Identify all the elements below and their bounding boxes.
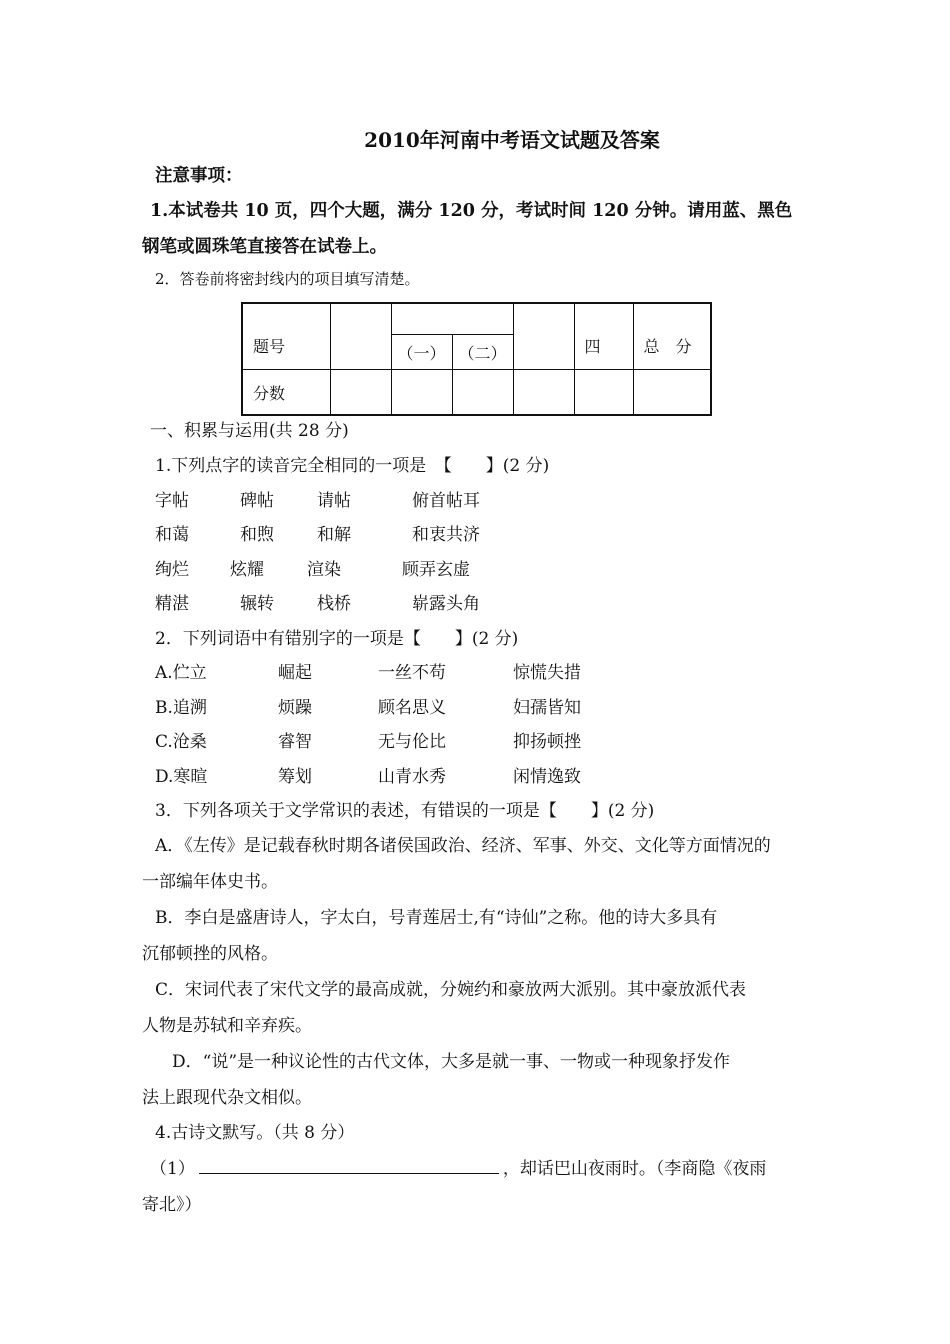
col-one-header — [330, 303, 391, 370]
q1-word: 和蔼 — [155, 525, 189, 545]
score-cell[interactable] — [391, 370, 452, 416]
row-label-score: 分数 — [242, 370, 330, 416]
q4-part1 — [150, 1154, 766, 1179]
notice-item2: 2．答卷前将密封线内的项目填写清楚。 — [155, 270, 420, 288]
q2-word: 崛起 — [278, 663, 312, 683]
q2-word: 一丝不苟 — [378, 663, 446, 683]
q1-word: 和衷共济 — [412, 525, 480, 545]
q1-word: 辗转 — [240, 594, 274, 614]
q1-word: 碑帖 — [240, 491, 274, 511]
q3-option-c-line1: C．宋词代表了宋代文学的最高成就，分婉约和豪放两大派别。其中豪放派代表 — [155, 980, 747, 1000]
q3-option-a-line1: A．《左传》是记载春秋时期各诸侯国政治、经济、军事、外交、文化等方面情况的 — [155, 836, 771, 856]
q3-option-c-line2: 人物是苏轼和辛弃疾。 — [142, 1016, 312, 1036]
q2-word: 妇孺皆知 — [513, 698, 581, 718]
score-table — [241, 302, 712, 416]
q1-word: 请帖 — [317, 491, 351, 511]
score-cell[interactable] — [452, 370, 513, 416]
q2-word: 烦躁 — [278, 698, 312, 718]
score-cell[interactable] — [633, 370, 711, 416]
score-cell[interactable] — [330, 370, 391, 416]
answer-blank[interactable] — [199, 1156, 499, 1174]
notice-item1-line1: 1.本试卷共 10 页，四个大题，满分 120 分，考试时间 120 分钟。请用蓝、黑色 — [150, 201, 793, 221]
col-four-header: 四 — [574, 303, 633, 370]
q1-word: 精湛 — [155, 594, 189, 614]
q3-stem: 3．下列各项关于文学常识的表述，有错误的一项是【 】(2 分) — [155, 801, 655, 821]
q2-stem: 2．下列词语中有错别字的一项是【 】(2 分) — [155, 629, 519, 649]
q2-word: 筹划 — [278, 767, 312, 787]
q1-stem: 1.下列点字的读音完全相同的一项是 【 】(2 分) — [155, 456, 550, 476]
q3-option-a-line2: 一部编年体史书。 — [142, 872, 278, 892]
q2-word: 闲情逸致 — [513, 767, 581, 787]
q2-word: 顾名思义 — [378, 698, 446, 718]
q4-stem: 4.古诗文默写。（共 8 分） — [155, 1123, 355, 1143]
q2-word: B.追溯 — [155, 698, 207, 718]
score-cell[interactable] — [513, 370, 574, 416]
sub-col-two: （二） — [452, 335, 513, 370]
q1-word: 顾弄玄虚 — [402, 560, 470, 580]
section1-heading: 一、积累与运用(共 28 分) — [150, 421, 349, 441]
q4-part1-line2: 寄北》） — [142, 1195, 202, 1215]
row-label-question-number: 题号 — [242, 303, 330, 370]
q2-word: C.沧桑 — [155, 732, 207, 752]
q3-option-d-line1: D．“说”是一种议论性的古代文体，大多是就一事、一物或一种现象抒发作 — [172, 1052, 731, 1072]
q1-word: 渲染 — [307, 560, 341, 580]
q1-word: 栈桥 — [317, 594, 351, 614]
q1-word: 和煦 — [240, 525, 274, 545]
q2-word: A.伫立 — [155, 663, 207, 683]
sub-col-one: （一） — [391, 335, 452, 370]
q4-part1-prefix: （1） — [150, 1159, 195, 1179]
q2-word: 山青水秀 — [378, 767, 446, 787]
q1-word: 俯首帖耳 — [412, 491, 480, 511]
notice-item1-line2: 钢笔或圆珠笔直接答在试卷上。 — [142, 237, 387, 257]
q2-word: 睿智 — [278, 732, 312, 752]
q2-word: 无与伦比 — [378, 732, 446, 752]
q2-word: 惊慌失措 — [513, 663, 581, 683]
q2-word: D.寒暄 — [155, 767, 208, 787]
q2-word: 抑扬顿挫 — [513, 732, 581, 752]
page-title: 2010年河南中考语文试题及答案 — [364, 128, 660, 152]
col-total-header: 总 分 — [633, 303, 711, 370]
q1-word: 和解 — [317, 525, 351, 545]
q1-word: 炫耀 — [230, 560, 264, 580]
col-three-header — [513, 303, 574, 370]
q1-word: 字帖 — [155, 491, 189, 511]
q4-part1-suffix: ，却话巴山夜雨时。（李商隐《夜雨 — [502, 1159, 767, 1179]
q1-word: 绚烂 — [155, 560, 189, 580]
q3-option-d-line2: 法上跟现代杂文相似。 — [142, 1088, 312, 1108]
q3-option-b-line1: B．李白是盛唐诗人，字太白，号青莲居士,有“诗仙”之称。他的诗大多具有 — [155, 908, 718, 928]
col-two-header — [391, 303, 513, 335]
score-cell[interactable] — [574, 370, 633, 416]
notice-heading: 注意事项： — [155, 166, 243, 186]
q3-option-b-line2: 沉郁顿挫的风格。 — [142, 944, 278, 964]
q1-word: 崭露头角 — [412, 594, 480, 614]
